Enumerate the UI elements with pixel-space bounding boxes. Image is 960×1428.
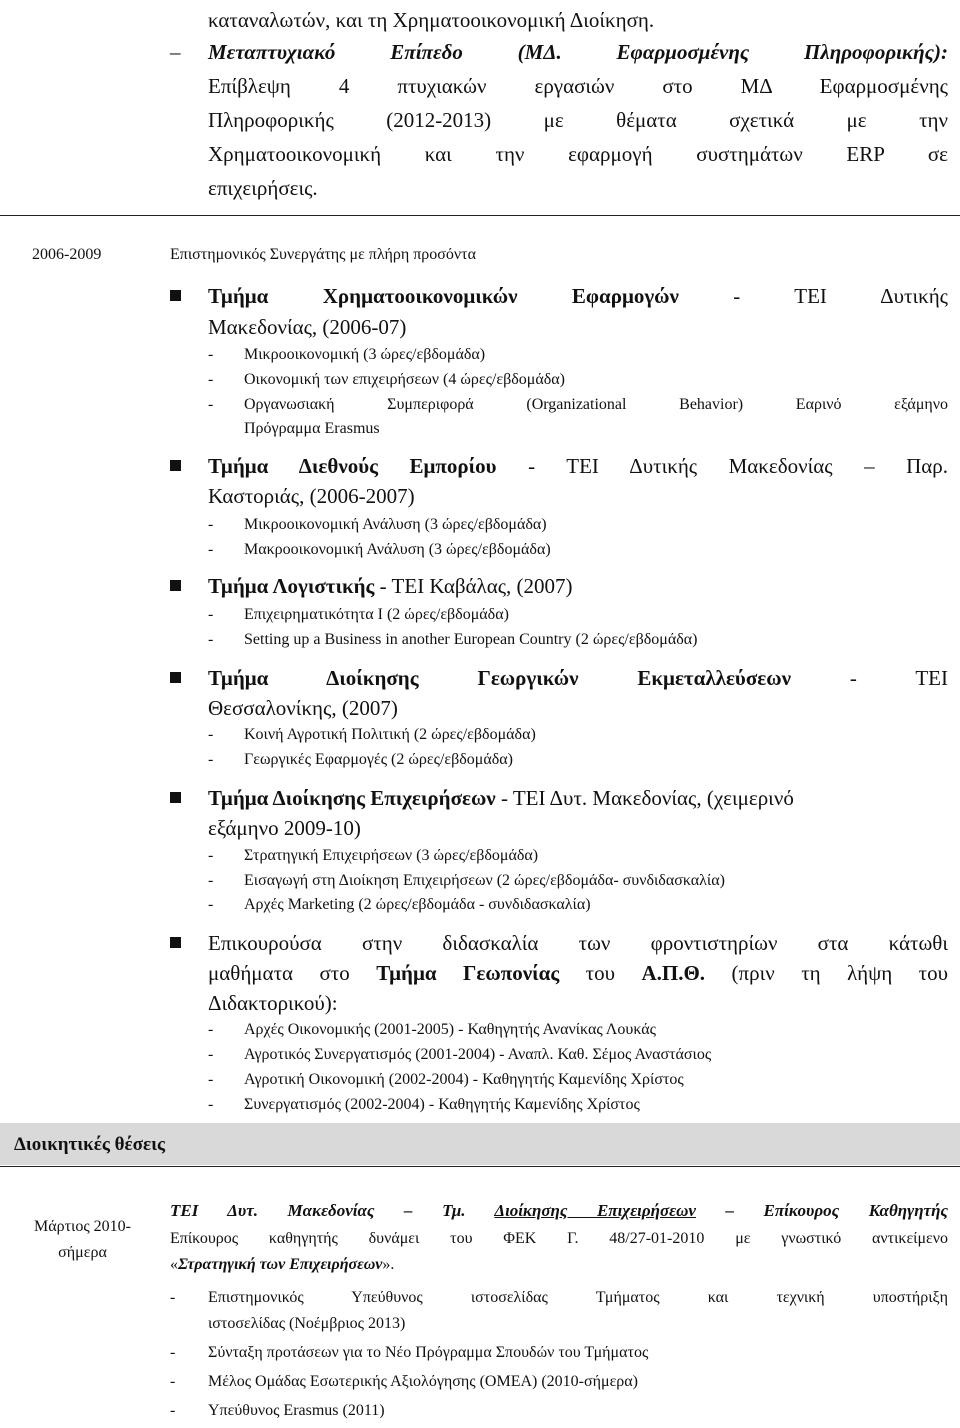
square-bullet-icon [170,672,181,683]
square-bullet-icon [170,460,181,471]
dept-line-2: Θεσσαλονίκης, (2007) [208,696,398,720]
square-bullet-icon [170,290,181,301]
admin-date-line-1: Μάρτιος 2010- [34,1218,131,1235]
dept-line [208,664,948,693]
postgrad-line: επιχειρήσεις. [208,176,318,200]
postgrad-title: Μεταπτυχιακό Επίπεδο (ΜΔ. Εφαρμοσμένης Πληροφορικής): [208,40,948,64]
dept-name: Τμήμα Διεθνούς Εμπορίου [208,454,497,478]
dept-name: Τμήμα Διοίκησης Γεωργικών Εκμεταλλεύσεων [208,666,791,690]
postgrad-line: Χρηματοοικονομική και την εφαρμογή συστημάτων ERP σε [208,142,948,166]
dash-marker: – [170,40,181,64]
university-name: Α.Π.Θ. [641,961,706,985]
postgrad-line: Πληροφορικής (2012-2013) με θέματα σχετικά με την [208,108,948,132]
dept-line-2: Καστοριάς, (2006-2007) [208,484,415,508]
admin-desc-line-2: «Στρατηγική των Επιχειρήσεων». [170,1256,395,1273]
dept-institution: - ΤΕΙ [849,666,949,690]
assist-line-3: Διδακτορικού): [208,991,338,1015]
assist-line-2: μαθήματα στο Τμήμα Γεωπονίας του Α.Π.Θ. (πριν τη λήψη του [208,961,948,985]
section-divider [0,215,960,216]
dept-name: Τμήμα Χρηματοοικονομικών Εφαρμογών [208,284,679,308]
square-bullet-icon [170,792,181,803]
dept-name: Τμήμα Γεωπονίας [376,961,560,985]
dept-institution: - ΤΕΙ Καβάλας, (2007) [379,574,573,598]
admin-position-title: ΤΕΙ Δυτ. Μακεδονίας – Τμ. Διοίκησης Επιχειρήσεων – Επίκουρος Καθηγητής [170,1201,948,1220]
dept-institution: - ΤΕΙ Δυτικής [733,284,948,308]
dept-line [208,452,948,481]
dept-line-2: εξάμηνο 2009-10) [208,816,361,840]
assist-line-1: Επικουρούσα στην διδασκαλία των φροντιστηρίων στα κάτωθι [208,931,948,955]
dept-name: Τμήμα Διοίκησης Επιχειρήσεων [208,786,496,810]
period-label: 2006-2009 [32,246,102,263]
dept-institution: - ΤΕΙ Δυτικής Μακεδονίας – Παρ. [528,454,949,478]
square-bullet-icon [170,580,181,591]
dept-institution: - ΤΕΙ Δυτ. Μακεδονίας, (χειμερινό [500,786,794,810]
dept-name: Τμήμα Λογιστικής [208,574,375,598]
dept-line-2: Μακεδονίας, (2006-07) [208,315,407,339]
dept-line [208,572,948,601]
dept-line [208,784,948,813]
admin-desc-line-1: Επίκουρος καθηγητής δυνάμει του ΦΕΚ Γ. 48/27-01-2010 με γνωστικό αντικείμενο [170,1230,948,1247]
dept-line [208,282,948,311]
role-title: Επιστημονικός Συνεργάτης με πλήρη προσόντα [170,246,476,263]
section-divider [0,1166,960,1167]
continuation-line: καταναλωτών, και τη Χρηματοοικονομική Διοίκηση. [208,8,655,32]
square-bullet-icon [170,937,181,948]
admin-date-line-2: σήμερα [58,1244,107,1261]
postgrad-line: Επίβλεψη 4 πτυχιακών εργασιών στο ΜΔ Εφαρμοσμένης [208,74,948,98]
admin-heading: Διοικητικές θέσεις [14,1134,166,1155]
